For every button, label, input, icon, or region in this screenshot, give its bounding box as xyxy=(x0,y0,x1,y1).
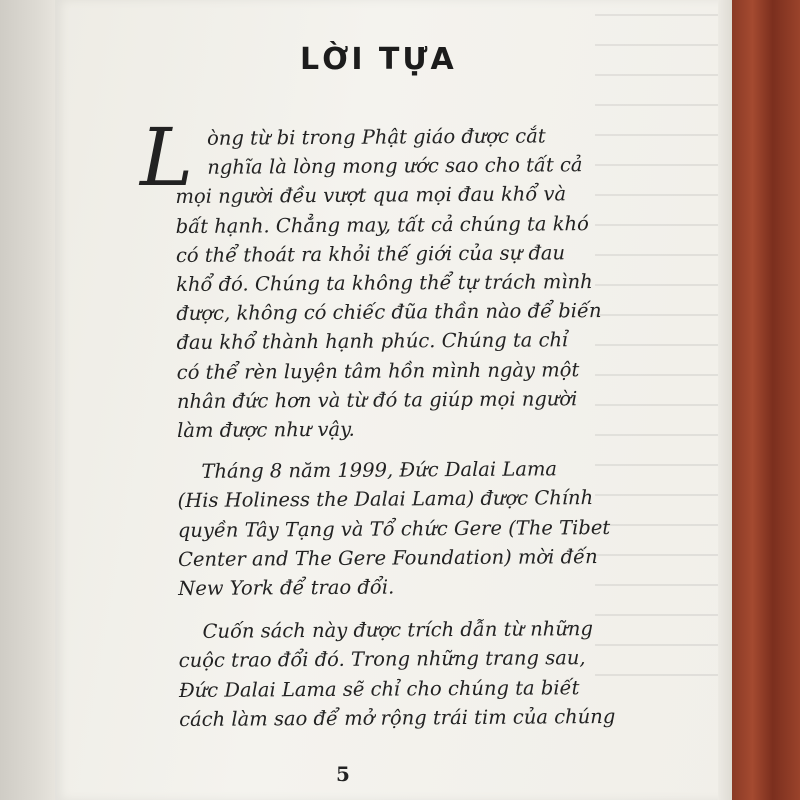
text-line: (His Holiness the Dalai Lama) được Chính xyxy=(177,486,594,513)
text-line: làm được như vậy. xyxy=(177,417,355,443)
page-number: 5 xyxy=(336,762,350,786)
book-gutter xyxy=(0,0,55,800)
body-text xyxy=(175,121,649,734)
text-line: được, không có chiếc đũa thần nào để biến xyxy=(176,299,602,326)
page-title: LỜI TỰA xyxy=(300,42,457,77)
paragraph-2 xyxy=(177,454,648,603)
text-line: bất hạnh. Chẳng may, tất cả chúng ta khó xyxy=(175,211,589,238)
text-line: có thể thoát ra khỏi thế giới của sự đau xyxy=(175,241,566,267)
text-line: òng từ bi trong Phật giáo được cắt xyxy=(207,124,546,150)
paragraph-1 xyxy=(175,121,647,446)
text-line: quyền Tây Tạng và Tổ chức Gere (The Tibet xyxy=(177,515,611,542)
text-line: Tháng 8 năm 1999, Đức Dalai Lama xyxy=(201,457,558,484)
text-line: Center and The Gere Foundation) mời đến xyxy=(177,544,598,571)
text-line: có thể rèn luyện tâm hồn mình ngày một xyxy=(176,357,580,384)
text-line: mọi người đều vượt qua mọi đau khổ và xyxy=(175,182,567,209)
paragraph-3 xyxy=(178,614,649,734)
text-line: Cuốn sách này được trích dẫn từ những xyxy=(202,617,593,644)
text-line: nghĩa là lòng mong ước sao cho tất cả xyxy=(207,153,583,179)
text-line: nhân đức hơn và từ đó ta giúp mọi người xyxy=(176,387,578,413)
text-line: cách làm sao để mở rộng trái tim của chúng xyxy=(179,704,616,731)
drop-cap: L xyxy=(140,111,194,204)
text-line: Đức Dalai Lama sẽ chỉ cho chúng ta biết xyxy=(178,675,580,702)
text-line: cuộc trao đổi đó. Trong những trang sau, xyxy=(178,646,586,673)
text-line: khổ đó. Chúng ta không thể tự trách mình xyxy=(176,270,593,297)
text-line: New York để trao đổi. xyxy=(178,575,395,601)
wooden-surface xyxy=(732,0,800,800)
text-line: đau khổ thành hạnh phúc. Chúng ta chỉ xyxy=(176,328,569,355)
